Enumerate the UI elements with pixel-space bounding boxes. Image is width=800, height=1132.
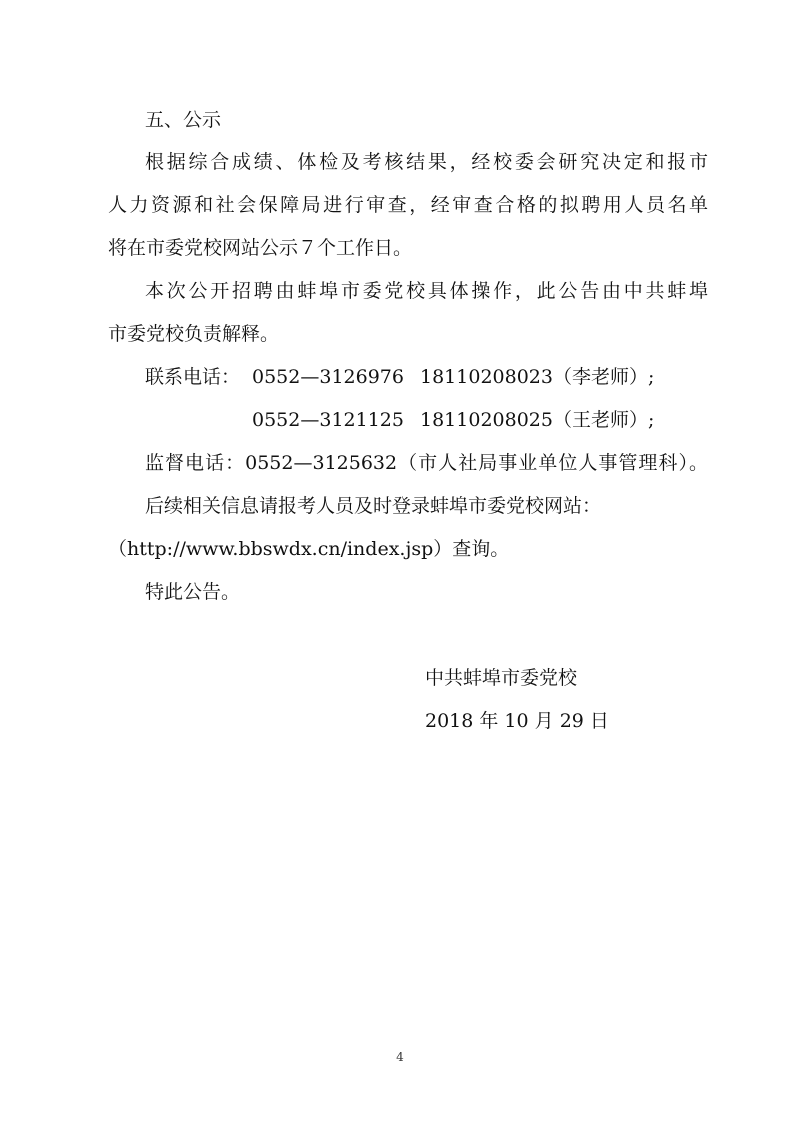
paragraph1-line1: 根据综合成绩、体检及考核结果，经校委会研究决定和报市 — [145, 151, 708, 173]
signature-date: 2018 年 10 月 29 日 — [425, 710, 609, 732]
contact-mobile2: 18110208025（王老师）; — [420, 409, 655, 431]
followup-line1: 后续相关信息请报考人员及时登录蚌埠市委党校网站： — [145, 495, 602, 517]
page-number: 4 — [396, 1050, 404, 1064]
contact-phone1: 0552—3126976 — [252, 366, 404, 388]
paragraph1-line3: 将在市委党校网站公示７个工作日。 — [108, 237, 413, 259]
contact-mobile1: 18110208023（李老师）; — [420, 366, 655, 388]
paragraph2-line2: 市委党校负责解释。 — [108, 323, 280, 345]
section-heading: 五、公示 — [145, 109, 222, 131]
paragraph1-line2: 人力资源和社会保障局进行审查，经审查合格的拟聘用人员名单 — [108, 194, 708, 216]
followup-line2: （http://www.bbswdx.cn/index.jsp）查询。 — [108, 538, 510, 560]
paragraph2-line1: 本次公开招聘由蚌埠市委党校具体操作，此公告由中共蚌埠 — [145, 280, 708, 302]
contact-label: 联系电话： — [145, 366, 241, 388]
closing-text: 特此公告。 — [145, 581, 241, 603]
contact-phone2: 0552—3121125 — [252, 409, 404, 431]
signature-organization: 中共蚌埠市委党校 — [425, 667, 578, 689]
supervision-line: 监督电话：0552—3125632（市人社局事业单位人事管理科）。 — [145, 452, 708, 474]
